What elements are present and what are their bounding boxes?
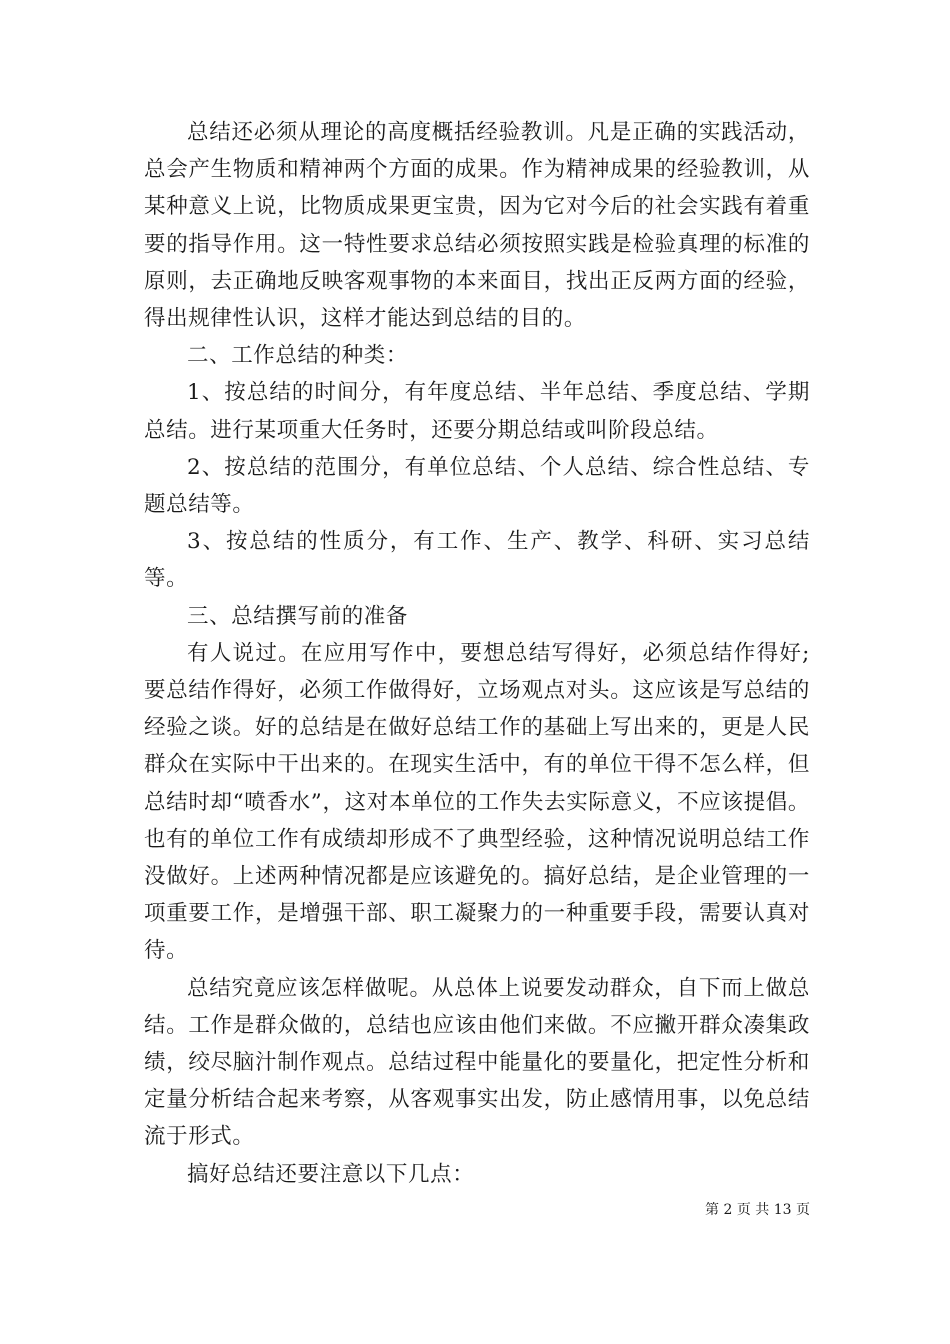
page-number: 第 2 页 共 13 页 [705,1202,810,1218]
section-heading-preparation: 三、总结撰写前的准备 [187,603,409,629]
paragraph-theory: 总结还必须从理论的高度概括经验教训。凡是正确的实践活动，总会产生物质和精神两个方面的成果。作为精神成果的经验教训，从某种意义上说，比物质成果更宝贵，因为它对今后的社会实践有着重要的指导作用。这一特性要求总结必须按照实践是检验真理的标准的原则，去正确地反映客观事物的本来面目，找出正反两方面的经验，得出规律性认识，这样才能达到总结的目的。 [144,120,810,332]
paragraph-notes-intro: 搞好总结还要注意以下几点： [187,1161,475,1187]
list-item-by-nature: 3、按总结的性质分，有工作、生产、教学、科研、实习总结等。 [144,529,810,592]
paragraph-how-to: 总结究竟应该怎样做呢。从总体上说要发动群众，自下而上做总结。工作是群众做的，总结也应该由他们来做。不应撇开群众凑集政绩，绞尽脑汁制作观点。总结过程中能量化的要量化，把定性分析和定量分析结合起来考察，从客观事实出发，防止感情用事，以免总结流于形式。 [144,975,810,1150]
list-item-by-time: 1、按总结的时间分，有年度总结、半年总结、季度总结、学期总结。进行某项重大任务时，还要分期总结或叫阶段总结。 [144,380,810,443]
list-item-by-scope: 2、按总结的范围分，有单位总结、个人总结、综合性总结、专题总结等。 [144,454,810,518]
section-heading-types: 二、工作总结的种类： [187,343,409,369]
paragraph-preparation: 有人说过。在应用写作中，要想总结写得好，必须总结作得好;要总结作得好，必须工作做得好，立场观点对头。这应该是写总结的经验之谈。好的总结是在做好总结工作的基础上写出来的，更是人民群众在实际中干出来的。在现实生活中，有的单位干得不怎么样，但总结时却“喷香水”，这对本单位的工作失去实际意义，不应该提倡。也有的单位工作有成绩却形成不了典型经验，这种情况说明总结工作没做好。上述两种情况都是应该避免的。搞好总结，是企业管理的一项重要工作，是增强干部、职工凝聚力的一种重要手段，需要认真对待。 [144,640,810,964]
document-body [144,114,810,1193]
